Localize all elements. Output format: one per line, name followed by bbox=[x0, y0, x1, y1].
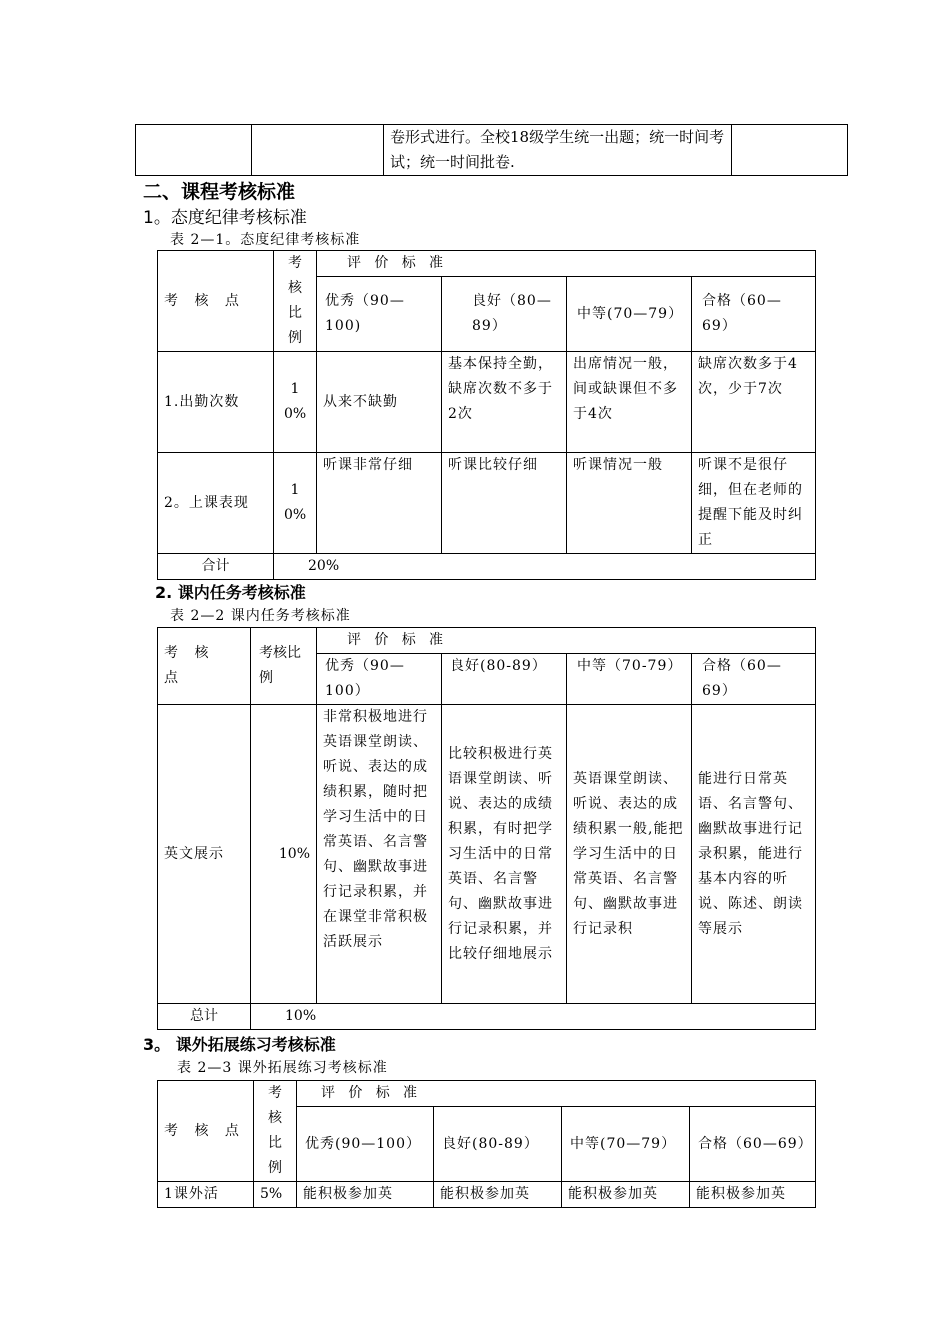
top-cell-empty-3 bbox=[732, 125, 848, 176]
t2-hdr-ratio: 考核比例 bbox=[251, 628, 317, 705]
t1-level-3: 中等(70—79） bbox=[567, 277, 692, 352]
t2-row-point: 英文展示 bbox=[158, 705, 251, 1004]
t1-level-1: 优秀（90—100) bbox=[317, 277, 442, 352]
t2-level-3: 中等（70-79） bbox=[567, 654, 692, 705]
t2-row-ratio: 10% bbox=[251, 705, 317, 1004]
t2-hdr-eval-text: 评 价 标 准 bbox=[347, 632, 444, 648]
t2-total-value: 10% bbox=[251, 1004, 816, 1030]
t3-row-cell-1: 能积极参加英 bbox=[297, 1182, 434, 1208]
t1-row2-cell-4: 听课不是很仔细，但在老师的提醒下能及时纠正 bbox=[692, 453, 816, 554]
t1-row1-cell-4: 缺席次数多于4次，少于7次 bbox=[692, 352, 816, 453]
t2-row-cell-1: 非常积极地进行英语课堂朗读、听说、表达的成绩积累，随时把学习生活中的日常英语、名言警句、幽默故事进行记录积累，并在课堂非常积极活跃展示 bbox=[317, 705, 442, 1004]
top-cell-text: 卷形式进行。全校18级学生统一出题；统一时间考试；统一时间批卷. bbox=[384, 125, 732, 176]
sub2-title: 2. 课内任务考核标准 bbox=[155, 583, 306, 602]
t1-row2-cell-3: 听课情况一般 bbox=[567, 453, 692, 554]
t3-level-1: 优秀(90—100） bbox=[297, 1107, 434, 1182]
sub3-title: 3。 课外拓展练习考核标准 bbox=[143, 1035, 336, 1054]
t1-total-value: 20% bbox=[274, 554, 816, 580]
table-row bbox=[158, 1182, 816, 1208]
t1-total-label: 合计 bbox=[158, 554, 274, 580]
t1-hdr-point: 考 核 点 bbox=[158, 251, 274, 352]
t1-hdr-eval-text: 评 价 标 准 bbox=[347, 255, 444, 271]
table-row bbox=[158, 453, 816, 554]
t1-row2-cell-2: 听课比较仔细 bbox=[442, 453, 567, 554]
t1-row1-ratio: 10% bbox=[274, 352, 317, 453]
t3-row-cell-3: 能积极参加英 bbox=[562, 1182, 690, 1208]
t1-row1-cell-1: 从来不缺勤 bbox=[317, 352, 442, 453]
t1-level-2: 良好（80—89） bbox=[442, 277, 567, 352]
t3-level-3: 中等(70—79） bbox=[562, 1107, 690, 1182]
section-title: 二、课程考核标准 bbox=[143, 181, 296, 203]
t2-hdr-point: 考 核 点 bbox=[158, 628, 251, 705]
t3-row-cell-2: 能积极参加英 bbox=[434, 1182, 562, 1208]
t2-level-1: 优秀（90—100） bbox=[317, 654, 442, 705]
t1-row2-cell-1: 听课非常仔细 bbox=[317, 453, 442, 554]
t3-hdr-eval bbox=[297, 1081, 816, 1107]
t2-row-cell-4: 能进行日常英语、名言警句、幽默故事进行记录积累，能进行基本内容的听说、陈述、朗读等展示 bbox=[692, 705, 816, 1004]
top-cell-empty-1 bbox=[136, 125, 252, 176]
t2-level-4: 合格（60—69） bbox=[692, 654, 816, 705]
t3-hdr-point: 考 核 点 bbox=[158, 1081, 254, 1182]
t3-row-ratio: 5% bbox=[254, 1182, 297, 1208]
t1-row1-cell-3: 出席情况一般，间或缺课但不多于4次 bbox=[567, 352, 692, 453]
t3-hdr-eval-text: 评 价 标 准 bbox=[321, 1085, 418, 1101]
sub1-caption: 表 2—1。态度纪律考核标准 bbox=[170, 232, 361, 248]
t1-row1-point: 1.出勤次数 bbox=[158, 352, 274, 453]
t3-row-cell-4: 能积极参加英 bbox=[690, 1182, 816, 1208]
t1-hdr-eval bbox=[317, 251, 816, 277]
table-2-3 bbox=[157, 1080, 816, 1208]
t3-hdr-ratio: 考核比例 bbox=[254, 1081, 297, 1182]
t1-hdr-ratio: 考核比例 bbox=[274, 251, 317, 352]
table-2-2 bbox=[157, 627, 816, 1030]
table-row bbox=[158, 352, 816, 453]
t3-level-4: 合格（60—69） bbox=[690, 1107, 816, 1182]
t2-hdr-eval bbox=[317, 628, 816, 654]
t2-level-2: 良好(80-89） bbox=[442, 654, 567, 705]
sub2-caption: 表 2—2 课内任务考核标准 bbox=[170, 608, 351, 624]
sub1-title: 1。态度纪律考核标准 bbox=[143, 208, 307, 228]
top-cell-empty-2 bbox=[252, 125, 384, 176]
t1-level-4: 合格（60—69） bbox=[692, 277, 816, 352]
t2-row-cell-3: 英语课堂朗读、听说、表达的成绩积累一般,能把学习生活中的日常英语、名言警句、幽默故事进行记录积 bbox=[567, 705, 692, 1004]
t1-row2-ratio: 10% bbox=[274, 453, 317, 554]
sub3-caption: 表 2—3 课外拓展练习考核标准 bbox=[177, 1060, 388, 1076]
table-row bbox=[158, 705, 816, 1004]
top-table bbox=[135, 124, 848, 176]
t3-level-2: 良好(80-89） bbox=[434, 1107, 562, 1182]
t2-row-cell-2: 比较积极进行英语课堂朗读、听说、表达的成绩积累，有时把学习生活中的日常英语、名言警句、幽默故事进行记录积累，并比较仔细地展示 bbox=[442, 705, 567, 1004]
table-2-1 bbox=[157, 250, 816, 580]
t1-row1-cell-2: 基本保持全勤，缺席次数不多于2次 bbox=[442, 352, 567, 453]
t1-row2-point: 2。上课表现 bbox=[158, 453, 274, 554]
t2-total-label: 总计 bbox=[158, 1004, 251, 1030]
t3-row-point: 1课外活 bbox=[158, 1182, 254, 1208]
